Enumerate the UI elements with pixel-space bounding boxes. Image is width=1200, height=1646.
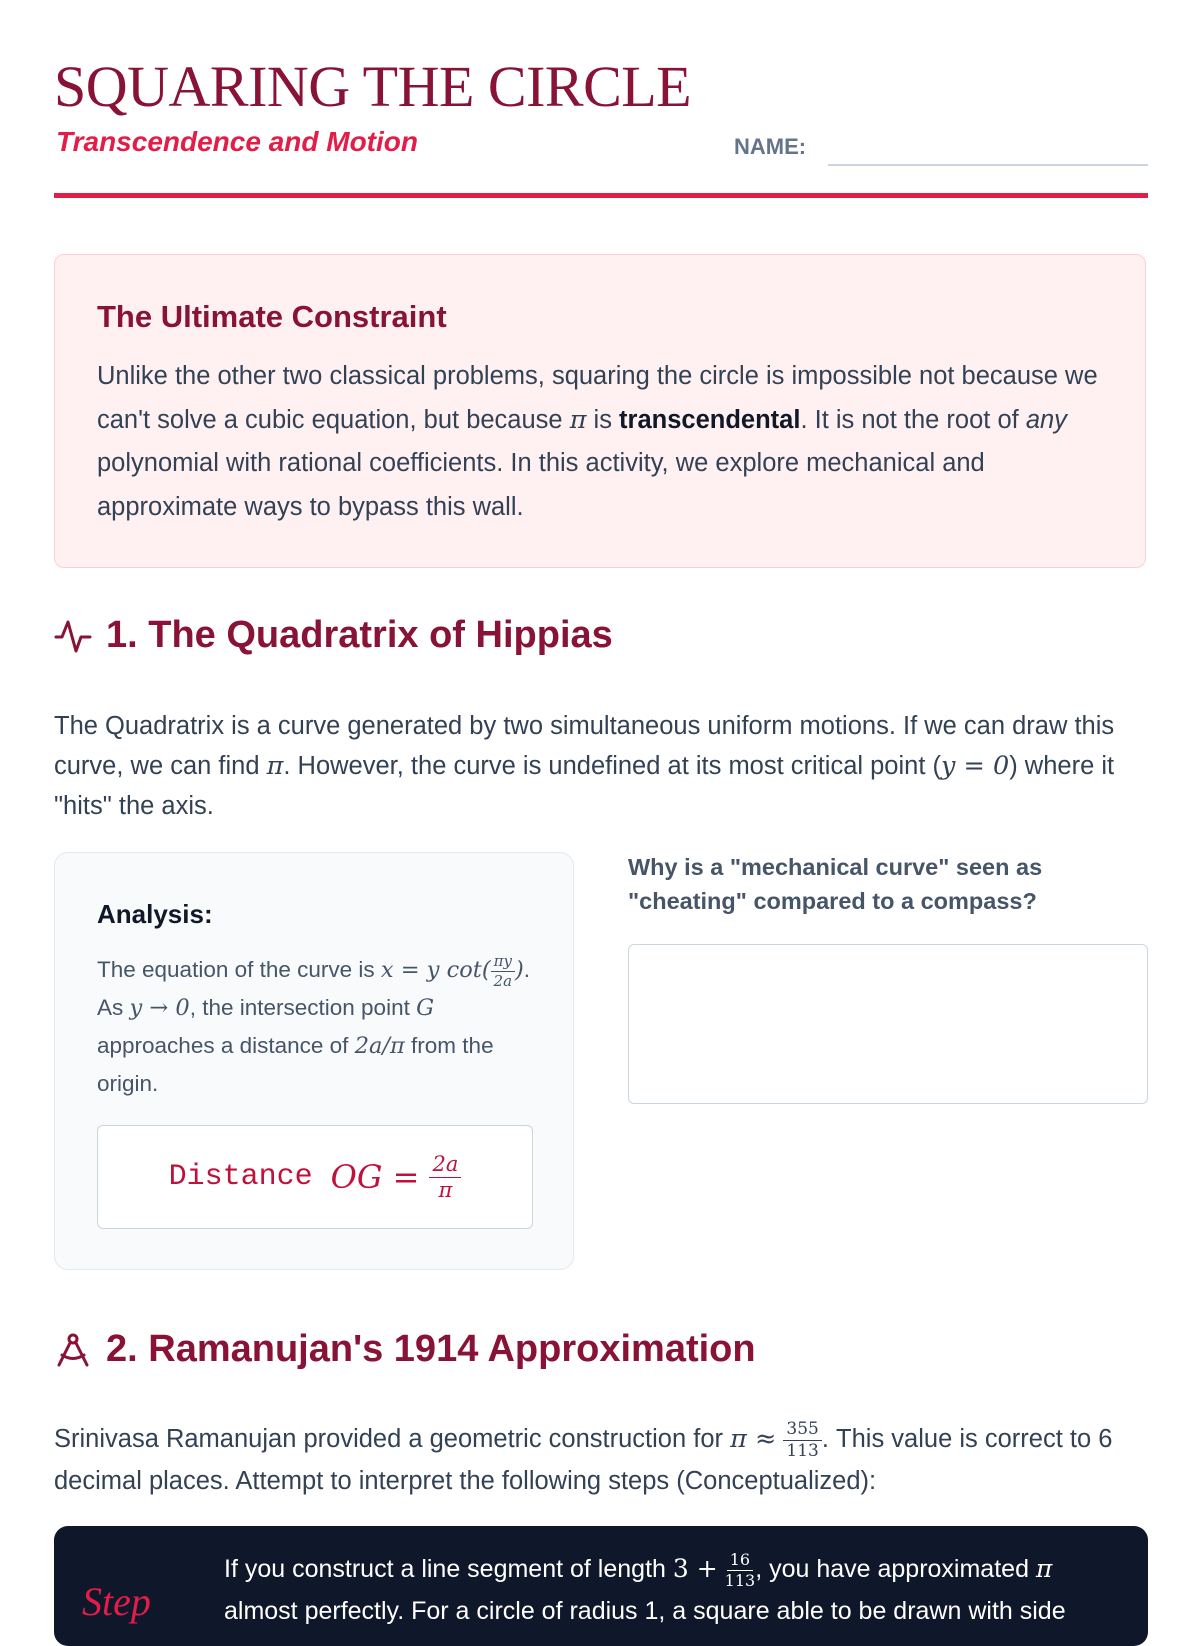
constraint-callout	[54, 254, 1146, 568]
analysis-text: The equation of the curve is x = y cot( $\frac{\pi y}{2a}$ ). As y → 0, the intersection point G approaches a distance of 2a/π from the origin.	[97, 951, 530, 1096]
section-1-intro: The Quadratrix is a curve generated by two simultaneous uniform motions. If we can draw this curve, we can find π. However, the curve is undefined at its most critical point (y = 0) where it "hits" the axis.	[54, 712, 1115, 820]
name-label: NAME:	[734, 134, 807, 159]
section-2-title: 2. Ramanujan's 1914 Approximation	[54, 1328, 756, 1371]
step-panel	[54, 1526, 1148, 1646]
distance-formula-box: Distance OG = $\frac{2a}{\pi}$	[97, 1125, 533, 1229]
section-2-intro: Srinivasa Ramanujan provided a geometric construction for π ≈ $\frac{355}{113}$ . This value is correct to 6 decimal places. Attempt to interpret the following steps (Conceptualized):	[54, 1418, 1113, 1495]
step-label: Step	[82, 1579, 151, 1624]
page-subtitle: Transcendence and Motion	[56, 126, 418, 157]
compass-icon	[54, 1331, 92, 1369]
distance-fraction: $\frac{2a}{\pi}$	[429, 1154, 461, 1201]
cot-fraction: $\frac{\pi y}{2a}$	[491, 954, 515, 989]
analysis-heading: Analysis:	[97, 899, 213, 929]
page-title: SQUARING THE CIRCLE	[54, 54, 692, 119]
reflection-question: Why is a "mechanical curve" seen as "cheating" compared to a compass?	[628, 854, 1043, 914]
callout-text: Unlike the other two classical problems, squaring the circle is impossible not because we can't solve a cubic equation, but because π is transcendental. It is not the root of any polynomial with rational coefficients. In this activity, we explore mechanical and approximate ways to bypass this wall.	[97, 362, 1098, 521]
analysis-card	[54, 852, 574, 1270]
step-fraction: $\frac{16}{113}$	[724, 1549, 756, 1590]
callout-heading: The Ultimate Constraint	[97, 299, 447, 334]
name-field-line[interactable]	[828, 164, 1148, 166]
header-divider	[54, 193, 1148, 198]
approx-fraction: $\frac{355}{113}$	[783, 1421, 821, 1460]
answer-box[interactable]	[628, 944, 1148, 1104]
step-text: If you construct a line segment of length 3 + $\frac{16}{113}$ , you have approximated π almost perfectly. For a circle of radius 1, a square able to be drawn with side	[224, 1549, 1066, 1625]
pulse-wave-icon	[54, 617, 92, 655]
section-1-title: 1. The Quadratrix of Hippias	[54, 614, 613, 657]
